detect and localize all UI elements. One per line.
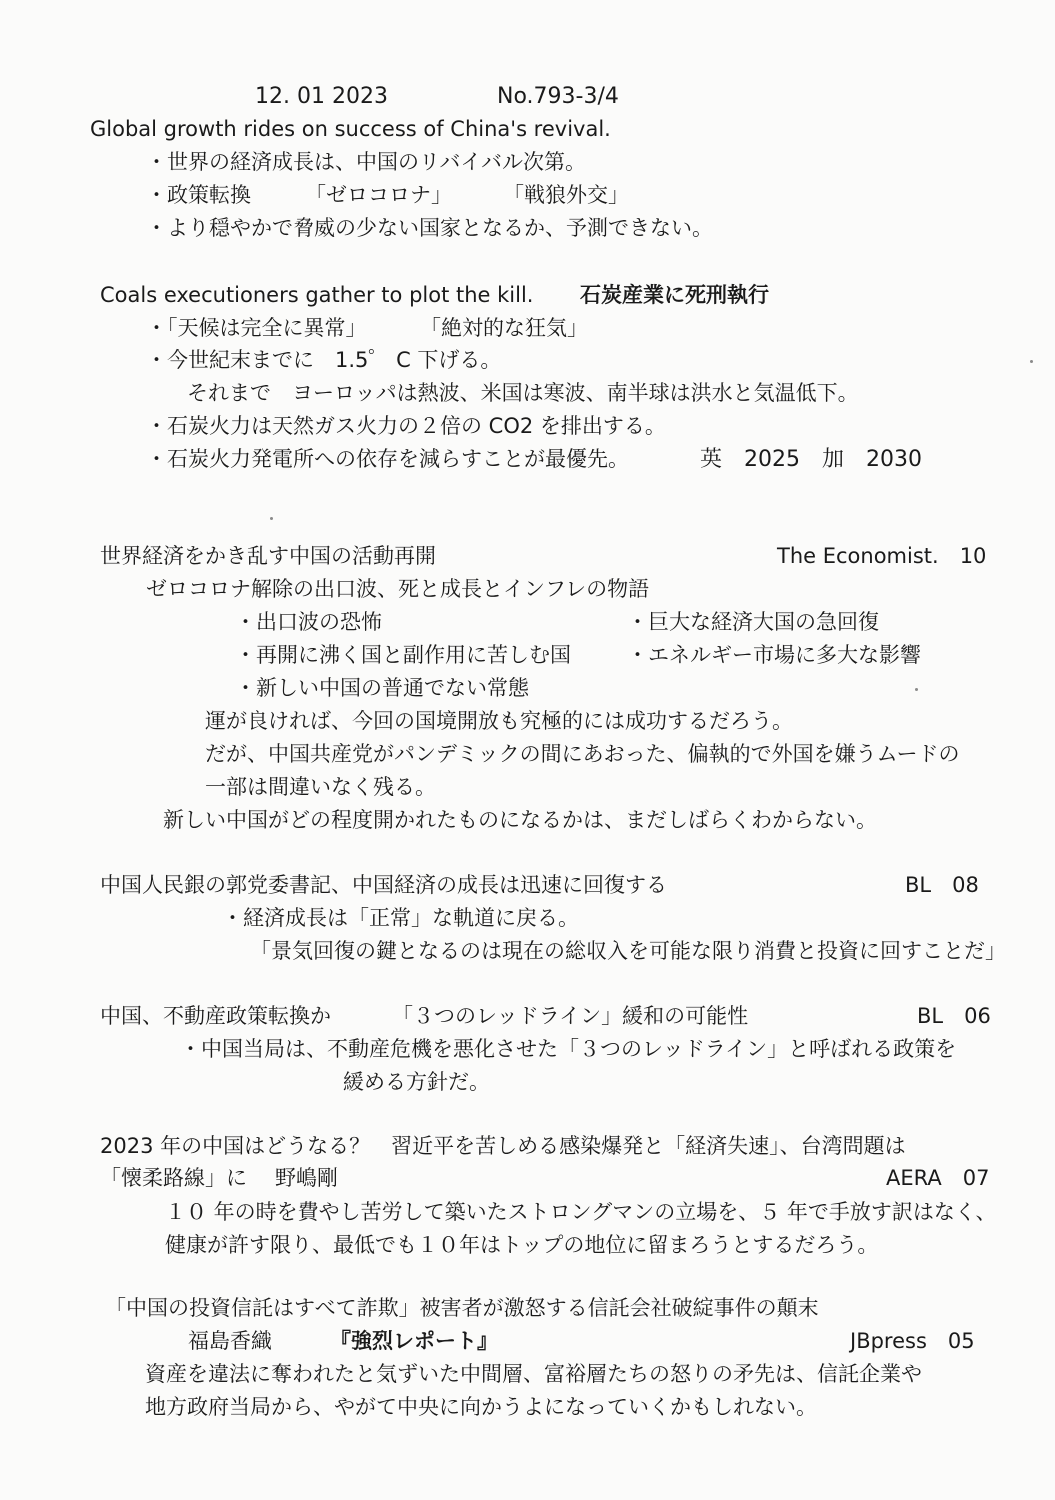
scan-speck [270, 517, 273, 520]
section-7-report-label: 『強烈レポート』 [330, 1329, 498, 1353]
section-2-bullet: ・石炭火力は天然ガス火力の２倍の CO2 を排出する。 [146, 414, 666, 438]
section-2-quote: 「絶対的な狂気」 [420, 316, 588, 340]
section-3-paragraph: 運が良ければ、今回の国境開放も究極的には成功するだろう。 [205, 709, 793, 733]
section-4-quote: 「景気回復の鍵となるのは現在の総収入を可能な限り消費と投資に回すことだ」 [250, 939, 1006, 963]
section-3-title: 世界経済をかき乱す中国の活動再開 [100, 544, 436, 568]
section-6-source: AERA 07 [886, 1166, 990, 1190]
section-5-title: 中国、不動産政策転換か [100, 1004, 331, 1028]
section-6-paragraph: １０ 年の時を費やし苦労して築いたストロングマンの立場を、５ 年で手放す訳はなく、 [165, 1200, 997, 1224]
section-3-bullet: ・再開に沸く国と副作用に苦しむ国 [235, 643, 571, 667]
section-3-conclusion: 新しい中国がどの程度開かれたものになるかは、まだしばらくわからない。 [163, 808, 877, 832]
section-7-paragraph: 資産を違法に奪われたと気ずいた中間層、富裕層たちの怒りの矛先は、信託企業や [145, 1362, 922, 1386]
section-5-source: BL 06 [917, 1004, 991, 1028]
section-4-title: 中国人民銀の郭党委書記、中国経済の成長は迅速に回復する [100, 873, 667, 897]
section-7-paragraph: 地方政府当局から、やがて中央に向かうよになっていくかもしれない。 [145, 1395, 817, 1419]
section-2-bullet: ・「天候は完全に異常」 [146, 316, 367, 340]
section-3-subtitle: ゼロコロナ解除の出口波、死と成長とインフレの物語 [146, 577, 650, 601]
scan-speck [915, 688, 918, 691]
section-6-title-2: 「懐柔路線」に [100, 1166, 247, 1190]
section-1-term: 「ゼロコロナ」 [305, 183, 452, 207]
section-6-paragraph: 健康が許す限り、最低でも１０年はトップの地位に留まろうとするだろう。 [165, 1233, 879, 1257]
date: 12. 01 2023 [255, 84, 388, 109]
section-2-bullet: ・今世紀末までに 1.5゜ C 下げる。 [146, 348, 502, 372]
section-3-source: The Economist. 10 [777, 544, 987, 568]
section-3-bullet: ・新しい中国の普通でない常態 [235, 676, 529, 700]
section-4-source: BL 08 [905, 873, 979, 897]
section-4-bullet: ・経済成長は「正常」な軌道に戻る。 [222, 906, 579, 930]
section-3-bullet: ・巨大な経済大国の急回復 [627, 610, 879, 634]
section-2-title-jp: 石炭産業に死刑執行 [580, 283, 769, 307]
section-3-bullet: ・出口波の恐怖 [235, 610, 382, 634]
section-1-bullet: ・より穏やかで脅威の少ない国家となるか、予測できない。 [146, 216, 713, 240]
section-3-paragraph: 一部は間違いなく残る。 [205, 775, 436, 799]
section-6-author: 野嶋剛 [275, 1166, 338, 1190]
section-2-title: Coals executioners gather to plot the kill. [100, 283, 534, 307]
scan-speck [1030, 360, 1033, 363]
issue-number: No.793-3/4 [497, 84, 619, 109]
section-7-author: 福島香織 [188, 1329, 272, 1353]
section-6-title: 2023 年の中国はどうなる？ 習近平を苦しめる感染爆発と「経済失速」、台湾問題は [100, 1134, 906, 1158]
section-7-source: JBpress 05 [850, 1329, 975, 1353]
section-1-title: Global growth rides on success of China's revival. [90, 117, 611, 141]
section-3-paragraph: だが、中国共産党がパンデミックの間にあおった、偏執的で外国を嫌うムードの [205, 742, 960, 766]
section-5-title-b: 「３つのレッドライン」緩和の可能性 [392, 1004, 749, 1028]
section-7-title: 「中国の投資信託はすべて詐欺」被害者が激怒する信託会社破綻事件の顛末 [105, 1296, 819, 1320]
section-3-bullet: ・エネルギー市場に多大な影響 [627, 643, 921, 667]
section-1-bullet: ・世界の経済成長は、中国のリバイバル次第。 [146, 150, 586, 174]
section-2-subtext: それまで ヨーロッパは熱波、米国は寒波、南半球は洪水と気温低下。 [187, 381, 859, 405]
section-1-bullet: ・政策転換 [146, 183, 251, 207]
section-5-bullet: ・中国当局は、不動産危機を悪化させた「３つのレッドライン」と呼ばれる政策を [180, 1037, 957, 1061]
section-2-bullet: ・石炭火力発電所への依存を減らすことが最優先。 [146, 447, 629, 471]
section-5-bullet-cont: 緩める方針だ。 [343, 1070, 490, 1094]
section-1-term: 「戦狼外交」 [503, 183, 629, 207]
section-2-targets: 英 2025 加 2030 [700, 447, 922, 472]
